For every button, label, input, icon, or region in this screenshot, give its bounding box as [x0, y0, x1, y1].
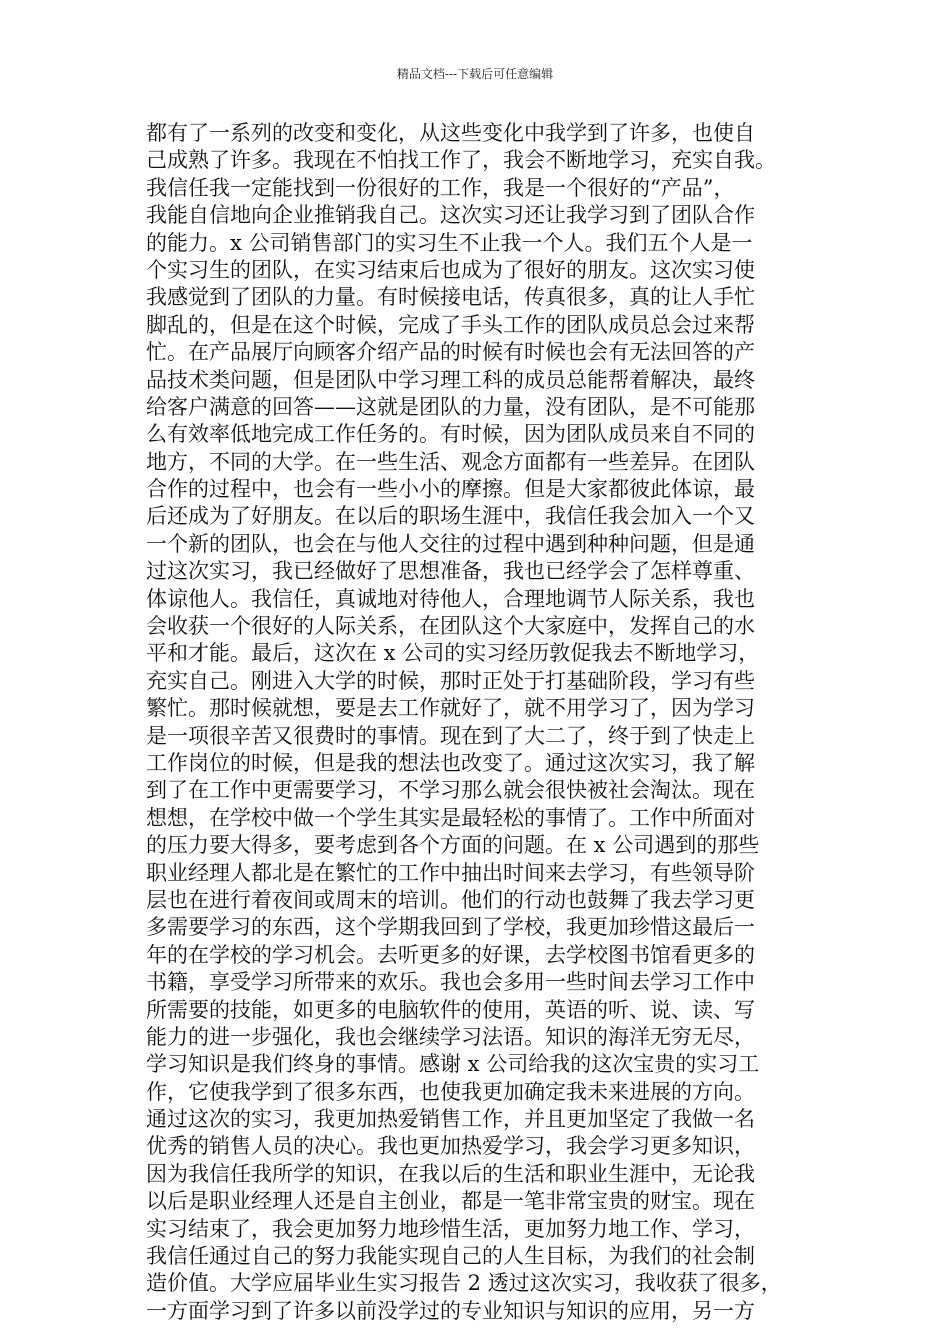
- body-line: 合作的过程中，也会有一些小小的摩擦。但是大家都彼此体谅，最: [146, 477, 755, 502]
- body-line: 层也在进行着夜间或周末的培训。他们的行动也鼓舞了我去学习更: [146, 887, 755, 912]
- body-line: 是一项很辛苦又很费时的事情。现在到了大二了，终于到了快走上: [146, 723, 755, 748]
- body-line: 我能自信地向企业推销我自己。这次实习还让我学习到了团队合作: [146, 203, 755, 228]
- body-line: 我感觉到了团队的力量。有时候接电话，传真很多，真的让人手忙: [146, 285, 755, 310]
- body-line: 到了在工作中更需要学习，不学习那么就会很快被社会淘汰。现在: [146, 778, 755, 803]
- body-line: 想想，在学校中做一个学生其实是最轻松的事情了。工作中所面对: [146, 805, 755, 830]
- body-line: 脚乱的，但是在这个时候，完成了手头工作的团队成员总会过来帮: [146, 312, 755, 337]
- body-line: 我信任通过自己的努力我能实现自己的人生目标，为我们的社会制: [146, 1244, 755, 1269]
- body-line: 优秀的销售人员的决心。我也更加热爱学习，我会学习更多知识，: [146, 1134, 755, 1159]
- body-line: 一个新的团队，也会在与他人交往的过程中遇到种种问题，但是通: [146, 531, 755, 556]
- body-line: 年的在学校的学习机会。去听更多的好课，去学校图书馆看更多的: [146, 942, 755, 967]
- body-line: 多需要学习的东西，这个学期我回到了学校，我更加珍惜这最后一: [146, 915, 755, 940]
- body-line: 的压力要大得多，要考虑到各个方面的问题。在 x 公司遇到的那些: [146, 833, 760, 858]
- body-line: 我信任我一定能找到一份很好的工作，我是一个很好的“产品”，: [146, 175, 735, 200]
- body-line: 后还成为了好朋友。在以后的职场生涯中，我信任我会加入一个又: [146, 504, 755, 529]
- body-line: 过这次实习，我已经做好了思想准备，我也已经学会了怎样尊重、: [146, 559, 755, 584]
- body-line: 忙。在产品展厅向顾客介绍产品的时候有时候也会有无法回答的产: [146, 340, 755, 365]
- body-line: 能力的进一步强化，我也会继续学习法语。知识的海洋无穷无尽，: [146, 1024, 755, 1049]
- body-line: 品技术类问题，但是团队中学习理工科的成员总能帮着解决，最终: [146, 367, 755, 392]
- body-line: 体谅他人。我信任，真诚地对待他人，合理地调节人际关系，我也: [146, 586, 755, 611]
- body-line: 实习结束了，我会更加努力地珍惜生活，更加努力地工作、学习，: [146, 1216, 755, 1241]
- body-line: 因为我信任我所学的知识，在我以后的生活和职业生涯中，无论我: [146, 1161, 755, 1186]
- document-body: [146, 120, 826, 1325]
- body-line: 己成熟了许多。我现在不怕找工作了，我会不断地学习，充实自我。: [146, 148, 776, 173]
- page-header: 精品文档---下载后可任意编辑: [396, 67, 554, 81]
- body-line: 繁忙。那时候就想，要是去工作就好了，就不用学习了，因为学习: [146, 696, 755, 721]
- body-line: 会收获一个很好的人际关系，在团队这个大家庭中，发挥自己的水: [146, 614, 755, 639]
- body-line: 给客户满意的回答——这就是团队的力量，没有团队，是不可能那: [146, 394, 755, 419]
- body-line: 工作岗位的时候，但是我的想法也改变了。通过这次实习，我了解: [146, 750, 755, 775]
- body-line: 一方面学习到了许多以前没学过的专业知识与知识的应用，另一方: [146, 1298, 755, 1323]
- body-line: 所需要的技能，如更多的电脑软件的使用，英语的听、说、读、写: [146, 997, 755, 1022]
- body-line: 都有了一系列的改变和变化，从这些变化中我学到了许多，也使自: [146, 121, 755, 145]
- body-line: 学习知识是我们终身的事情。感谢 x 公司给我的这次宝贵的实习工: [146, 1052, 760, 1077]
- body-line: 书籍，享受学习所带来的欢乐。我也会多用一些时间去学习工作中: [146, 970, 755, 995]
- body-line: 平和才能。最后，这次在 x 公司的实习经历敦促我去不断地学习，: [146, 641, 760, 666]
- body-line: 通过这次的实习，我更加热爱销售工作，并且更加坚定了我做一名: [146, 1107, 755, 1132]
- body-line: 以后是职业经理人还是自主创业，都是一笔非常宝贵的财宝。现在: [146, 1189, 755, 1214]
- body-line: 造价值。大学应届毕业生实习报告 2 透过这次实习，我收获了很多，: [146, 1271, 782, 1296]
- body-line: 作，它使我学到了很多东西，也使我更加确定我未来进展的方向。: [146, 1079, 755, 1104]
- body-line: 么有效率低地完成工作任务的。有时候，因为团队成员来自不同的: [146, 422, 755, 447]
- body-line: 充实自己。刚进入大学的时候，那时正处于打基础阶段，学习有些: [146, 668, 755, 693]
- body-line: 地方，不同的大学。在一些生活、观念方面都有一些差异。在团队: [146, 449, 755, 474]
- body-line: 的能力。x 公司销售部门的实习生不止我一个人。我们五个人是一: [146, 230, 753, 255]
- body-line: 职业经理人都北是在繁忙的工作中抽出时间来去学习，有些领导阶: [146, 860, 755, 885]
- body-line: 个实习生的团队，在实习结束后也成为了很好的朋友。这次实习使: [146, 257, 755, 282]
